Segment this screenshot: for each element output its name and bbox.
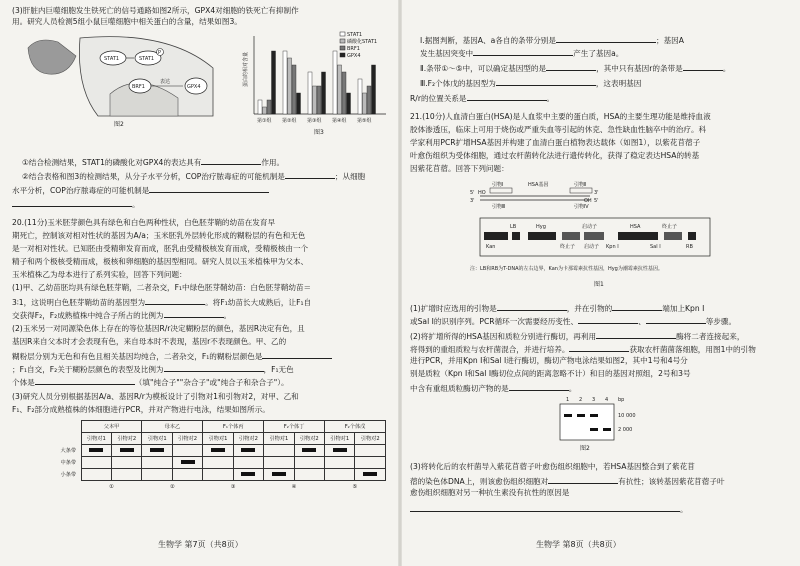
fig1-block-hsa [618, 232, 658, 240]
fig1-end-3a: 3' [594, 190, 599, 196]
q21-3-line4 [410, 503, 688, 515]
q21-2-line5 [410, 382, 576, 394]
gel-cell [203, 457, 233, 469]
q20-ii-text: Ⅱ.条带①～⑤中，可以确定基因型的是 [420, 64, 547, 73]
gel2-band-1 [564, 414, 572, 417]
fig1-primer4: 引物Ⅳ [574, 204, 589, 210]
q3-1-end: 作用。 [261, 158, 285, 167]
q20-iii-line1 [420, 77, 641, 89]
answer-blank-q21-2b[interactable] [569, 343, 629, 352]
fig1-primer2-box [570, 188, 592, 193]
gel2-band-3b [590, 428, 598, 431]
q21-3-end: 。 [680, 505, 688, 514]
gel-cell [355, 457, 386, 469]
gel-corner [56, 421, 81, 433]
bar-GPX4-第①组 [272, 51, 276, 114]
fig1-lb: LB [510, 224, 517, 230]
legend-gpx4: GPX4 [347, 53, 361, 59]
answer-blank-q20-2a[interactable] [262, 350, 332, 359]
answer-blank-q21-2c[interactable] [509, 382, 569, 391]
answer-blank-q21-3a[interactable] [548, 475, 618, 484]
q20-i-line2 [420, 47, 623, 59]
fig2-caption: 图2 [114, 121, 124, 128]
answer-blank-q20-2b[interactable] [164, 363, 264, 372]
gel-cell [294, 469, 324, 481]
fig1-block-lb [512, 232, 520, 240]
q3-2-cont [12, 184, 269, 196]
bar-STAT1-第⑤组 [358, 79, 362, 114]
q21-3-text2: 蓿的染色体DNA上，则该愈伤组织细胞对 [410, 477, 549, 486]
gel-band [241, 448, 255, 452]
gel-sub-1: 引物对1 [81, 433, 111, 445]
q20-1-line2 [12, 296, 311, 308]
q21-2-text6: 中含有重组质粒酶切产物的是 [410, 384, 509, 393]
answer-blank-q3-1[interactable] [201, 156, 261, 165]
gel2-lane-4: 4 [605, 397, 609, 403]
gel-band [363, 472, 377, 476]
gel-row-label-small: 小条带 [60, 472, 77, 478]
fig1-primer3: 引物Ⅲ [492, 204, 506, 210]
q20-2-line1: (2)玉米另一对同源染色体上存在的等位基因R/r决定糊粉层的颜色，基因R决定有色，且 [12, 324, 305, 333]
gel-row-large [56, 445, 386, 457]
fig3-bars [258, 51, 376, 114]
gel-band [211, 448, 225, 452]
gel-cell [81, 445, 111, 457]
q20-2-line3 [12, 350, 332, 362]
fig1-sal: Sal Ⅰ [650, 244, 661, 250]
gel-cell [233, 445, 263, 457]
fig1-terminator-bottom: 终止子 [560, 244, 576, 250]
q21-1-text2: 或Sal Ⅰ的识别序列。PCR循环一次需要经历变性、 [410, 317, 579, 326]
answer-blank-q20-1a[interactable] [145, 296, 205, 305]
gel-sub-7: 引物对1 [264, 433, 294, 445]
fig2-label-brf1: BRF1 [132, 84, 145, 90]
gel2-marker-10000: 10 000 [618, 413, 636, 419]
q3-2-mid: ；从细胞 [334, 172, 366, 181]
bar-GPX4-第③组 [322, 72, 326, 114]
fig1-block-term1 [562, 232, 580, 240]
q20-2-text5: ，F₁无色 [263, 365, 294, 374]
legend-swatch-gpx4 [340, 53, 345, 57]
fig3-tick-4: 第④组 [332, 118, 347, 124]
answer-blank-q3-2c[interactable] [12, 198, 132, 207]
q20-iii-end: 。 [546, 94, 555, 103]
gel-sub-10: 引物对2 [355, 433, 386, 445]
q21-line4: 叶愈伤组织为受体细胞，通过农杆菌转化法进行遗传转化，获得了稳定表达HSA的转基 [410, 151, 700, 160]
answer-blank-q21-3b[interactable] [410, 503, 680, 512]
fig2-label-gpx4: GPX4 [187, 84, 201, 90]
fig1-terminator-top: 终止子 [662, 224, 678, 230]
answer-blank-q20-i-a[interactable] [556, 34, 656, 43]
q21-2-end: 。 [568, 384, 577, 393]
figure-2-pathway [18, 28, 218, 128]
bar-磷酸化STAT1-第④组 [338, 65, 342, 114]
q21-line3: 学家利用PCR扩增HSA基因并构建了血清白蛋白植物表达载体（如图1），以紫花苜蓿子 [410, 138, 701, 147]
q20-line2: 期死亡，控制该对相对性状的基因为A/a；玉米胚乳外层转化形成的糊粉层的有色和无色 [12, 231, 306, 240]
gel-band [89, 448, 103, 452]
legend-brf1: BRF1 [347, 46, 360, 52]
gel2-lane-1: 1 [566, 397, 570, 403]
gel-sub-8: 引物对2 [294, 433, 324, 445]
q20-2-text4: ；F₁自交，F₂关于糊粉层颜色的表型及比例为 [12, 365, 164, 374]
q20-2-line4 [12, 363, 294, 375]
q20-1-mid: 。将F₁幼苗长大成熟后，让F₁自 [205, 298, 312, 307]
fig1-end-3b: 3' [470, 198, 475, 204]
fig2-label-stat1: STAT1 [104, 56, 120, 62]
gel-cell [355, 469, 386, 481]
bar-GPX4-第②组 [297, 93, 301, 114]
bar-磷酸化STAT1-第①组 [263, 107, 267, 114]
q20-2-text7: （填"纯合子""杂合子"或"纯合子和杂合子"）。 [134, 378, 289, 387]
q21-1-line2 [410, 315, 736, 327]
gel-lane-corner [56, 481, 81, 493]
fig3-tick-1: 第①组 [257, 118, 272, 124]
bar-GPX4-第⑤组 [372, 65, 376, 114]
gel2-lane-3: 3 [592, 397, 596, 403]
gel-cell [172, 469, 202, 481]
q20-ii-mid: ，其中只有基因r的条带是 [596, 64, 683, 73]
gel-band [181, 460, 195, 464]
fig2-label-stat1b: STAT1 [139, 56, 155, 62]
q21-3-line2 [410, 475, 725, 487]
gel2-frame [560, 404, 614, 440]
gel-result-table [56, 420, 386, 492]
gel-sub-6: 引物对2 [233, 433, 263, 445]
gel-sub-4: 引物对2 [172, 433, 202, 445]
gel-header-yi: 母本乙 [142, 421, 203, 433]
legend-swatch-brf1 [340, 46, 345, 50]
q20-ii-end: 。 [722, 64, 731, 73]
q21-1-sep: 、 [638, 317, 646, 326]
fig3-tick-3: 第③组 [307, 118, 322, 124]
figure-3-chart [236, 28, 391, 138]
gel-row-small [56, 469, 386, 481]
fig1-hsa-gene: HSA基因 [528, 182, 549, 188]
gel-lane-3: ③ [230, 483, 236, 490]
answer-blank-q21-1a[interactable] [497, 302, 567, 311]
q20-i-text: Ⅰ.据图判断，基因A、a各自的条带分别是 [420, 36, 556, 45]
gel-lane-1: ① [109, 483, 114, 490]
q21-1-mid2: 端加上Kpn Ⅰ [662, 304, 705, 313]
gel-header-row [56, 421, 386, 433]
bar-STAT1-第①组 [258, 100, 262, 114]
gel-cell [203, 469, 233, 481]
gel-row-label-mid: 中条带 [60, 460, 77, 466]
q21-line2: 胶体渗透压，临床上可用于烧伤或严重失血等引起的休克、急性缺血性脑卒中的治疗。科 [410, 125, 707, 134]
gel-cell [233, 457, 263, 469]
gel-sub-3: 引物对1 [142, 433, 172, 445]
q20-2-text3: 糊粉层分别为无色和有色且相关基因均纯合，二者杂交，F₁的糊粉层颜色是 [12, 352, 263, 361]
q3-2-cont2 [12, 198, 140, 210]
gel-band [333, 448, 347, 452]
fig1-primer1: 引物Ⅰ [492, 182, 504, 188]
fig3-caption: 图3 [314, 129, 324, 136]
bar-BRF1-第①组 [267, 100, 271, 114]
figure-2-gel [556, 394, 666, 454]
gel-header-jia: 父本甲 [81, 421, 142, 433]
q21-1-end: 等步骤。 [705, 317, 737, 326]
bar-STAT1-第③组 [308, 72, 312, 114]
gel-cell [294, 445, 324, 457]
q3-2-text: ②结合表格和图3的检测结果，从分子水平分析，COP治疗脓毒症的可能机制是 [22, 172, 285, 181]
answer-blank-q20-iii-a[interactable] [496, 77, 596, 86]
fig3-ylabel: 蛋白的相对含量 [243, 51, 249, 87]
fig1-promoter-top: 启动子 [582, 224, 598, 230]
gel-cell [264, 457, 294, 469]
legend-pstat1: 磷酸化STAT1 [347, 39, 378, 45]
q20-3-line1: (3)研究人员分别根据基因A/a、基因R/r为模板设计了引物对1和引物对2，对甲、乙和 [12, 392, 299, 401]
q20-1-line1: (1)甲、乙幼苗胚均具有绿色胚芽鞘，二者杂交，F₁中绿色胚芽鞘幼苗：白色胚芽鞘幼苗＝ [12, 283, 312, 292]
bar-STAT1-第④组 [333, 51, 337, 114]
fig2-label-express: 表达 [160, 79, 171, 85]
gel-cell [355, 445, 386, 457]
q21-line5: 因紫花苜蓿。回答下列问题： [410, 164, 509, 173]
gel-header-bing: F₁个体丙 [203, 421, 264, 433]
q21-1-mid: ，并在引物的 [566, 304, 613, 313]
gel-subheader-row [56, 433, 386, 445]
fig1-block-prom1 [584, 232, 604, 240]
fig2-label-p: P [158, 50, 162, 56]
page-7-footer: 生物学 第7页（共8页） [158, 540, 243, 549]
bar-BRF1-第④组 [342, 72, 346, 114]
q21-2-line1 [410, 330, 744, 342]
q3-intro-line1: (3)肝脏内巨噬细胞发生铁死亡的信号通路如图2所示，GPX4对细胞的铁死亡有抑制作 [12, 6, 299, 15]
gel-header-wu: F₂个体戊 [325, 421, 386, 433]
bar-磷酸化STAT1-第③组 [313, 86, 317, 114]
q20-line4: 精子和两个极核受精而成，极核和卵细胞的基因型相同。研究人员以玉米植株甲为父本、 [12, 257, 309, 266]
gel-cell [112, 445, 142, 457]
answer-blank-q20-ii-a[interactable] [546, 62, 596, 71]
fig1-note: 注：LB和RB为T-DNA的左右边界，Kan为卡那霉素抗性基因，Hyg为潮霉素抗性基因。 [470, 266, 663, 272]
gel-cell [142, 445, 172, 457]
gel-cell [81, 469, 111, 481]
fig1-caption: 图1 [594, 281, 604, 288]
gel-band [241, 472, 255, 476]
q3-2 [22, 170, 365, 182]
answer-blank-q21-1b[interactable] [612, 302, 662, 311]
q21-2-mid: 酶将二者连接起来， [676, 332, 745, 341]
gel-cell [112, 469, 142, 481]
gel-cell [142, 457, 172, 469]
q21-3-text3: 有抗性；该转基因紫花苜蓿子叶 [618, 477, 725, 486]
q20-1-line3 [12, 309, 231, 321]
gel2-unit: bp [618, 397, 625, 403]
fig1-block-term2 [664, 232, 682, 240]
fig3-tick-5: 第⑤组 [357, 118, 372, 124]
gel-sub-5: 引物对1 [203, 433, 233, 445]
q21-2-text2: 将得到的重组质粒与农杆菌混合，并进行培养。 [410, 345, 570, 354]
q20-iii-line2 [410, 92, 554, 104]
answer-blank-q3-2a[interactable] [285, 170, 335, 179]
fig1-promoter-bottom: 启动子 [584, 244, 600, 250]
q20-1-text2: 交获得F₂，F₂成熟植株中纯合子所占的比例为 [12, 311, 164, 320]
answer-blank-q3-2b[interactable] [149, 184, 269, 193]
q20-i-end: 产生了基因a。 [573, 49, 624, 58]
page-8-footer: 生物学 第8页（共8页） [536, 540, 621, 549]
gel-corner2 [56, 433, 81, 445]
answer-blank-q20-ii-b[interactable] [683, 62, 723, 71]
q20-line1: 20.(11分)玉米胚芽颜色具有绿色和白色两种性状，白色胚芽鞘的幼苗在发育早 [12, 218, 276, 227]
q20-iii-text2: R/r的位置关系是 [410, 94, 467, 103]
gel-row-label-large: 大条带 [60, 448, 77, 454]
q20-iii-text: Ⅲ.F₂个体戊的基因型为 [420, 79, 496, 88]
gel-cell [325, 457, 355, 469]
fig1-primer1-box [490, 188, 512, 193]
fig1-end-oh: OH [584, 198, 592, 204]
answer-blank-q21-1c[interactable] [578, 315, 638, 324]
gel2-band-4 [603, 428, 611, 431]
q21-3-line3: 愈伤组织细胞对另一种抗生素没有抗性的原因是 [410, 488, 570, 497]
fig1-hsa: HSA [630, 224, 641, 230]
q21-3-line1: (3)将转化后的农杆菌导入紫花苜蓿子叶愈伤组织细胞中，若HSA基因整合到了紫花苜 [410, 462, 695, 471]
q20-3-line2: F₁、F₂部分成熟植株的体细胞进行PCR，并对产物进行电泳，结果如图所示。 [12, 405, 270, 414]
gel2-caption: 图2 [580, 445, 590, 452]
gel-cell [203, 445, 233, 457]
q3-intro-line2: 用。研究人员检测5组小鼠巨噬细胞中相关蛋白的含量，结果如图3。 [12, 17, 242, 26]
q20-line5: 玉米植株乙为母本进行了系列实验，回答下列问题： [12, 270, 187, 279]
bar-磷酸化STAT1-第⑤组 [363, 93, 367, 114]
page-8 [406, 0, 796, 566]
q21-1-line1 [410, 302, 704, 314]
q20-i-mid: ；基因A [656, 36, 684, 45]
gel-cell [172, 457, 202, 469]
q20-iii-mid: ，这表明基因 [595, 79, 642, 88]
q20-ii-line [420, 62, 730, 74]
page-7 [8, 0, 394, 566]
page-fold [398, 0, 402, 566]
fig3-ticks [257, 117, 371, 124]
gel-lane-4: ④ [291, 483, 297, 490]
q20-1-end: 。 [223, 311, 232, 320]
gel-sub-9: 引物对1 [325, 433, 355, 445]
gel-band [150, 448, 164, 452]
gel-cell [112, 457, 142, 469]
fig1-end-5b: 5' [594, 198, 599, 204]
q20-2-text6: 个体是 [12, 378, 35, 387]
q20-2-line2: 基因R来自父本时才会表现有色，来自母本时不表现，基因r不表现颜色。甲、乙的 [12, 337, 287, 346]
gel-sub-2: 引物对2 [112, 433, 142, 445]
fig3-tick-2: 第②组 [282, 118, 297, 124]
fig1-block-kan [484, 232, 508, 240]
answer-blank-q20-i-b[interactable] [473, 47, 573, 56]
gel-header-ding: F₂个体丁 [264, 421, 325, 433]
gel-cell [325, 445, 355, 457]
q21-line1: 21.(10分)人血清白蛋白(HSA)是人血浆中主要的蛋白质，HSA的主要生理功能是维持血液 [410, 112, 711, 121]
bar-GPX4-第④组 [347, 93, 351, 114]
gel-cell [81, 457, 111, 469]
gel-band [302, 448, 316, 452]
q21-2-text3: 获取农杆菌菌落细胞，用图1中的引物 [629, 345, 756, 354]
gel-cell [325, 469, 355, 481]
q20-1-text: 3∶1，这说明白色胚芽鞘幼苗的基因型为 [12, 298, 146, 307]
q20-i-line1 [420, 34, 684, 46]
q21-2-text: (2)将扩增所得的HSA基因和质粒分别进行酶切，再利用 [410, 332, 597, 341]
bar-磷酸化STAT1-第②组 [288, 58, 292, 114]
q20-line3: 是一对相对性状。已知胚由受精卵发育而成，胚乳由受精极核发育而成，受精极核由一个 [12, 244, 309, 253]
gel-band [120, 448, 134, 452]
q21-2-line4: 别是质粒（Kpn Ⅰ和Sal Ⅰ酶切位点间的距离忽略不计）和目的基因对照组，2号和3号 [410, 369, 691, 378]
q3-2-text2: 水平分析，COP治疗脓毒症的可能机制是 [12, 186, 150, 195]
q21-2-line2 [410, 343, 756, 355]
fig1-primer2: 引物Ⅱ [574, 182, 587, 188]
q20-i-text2: 发生基因突变中 [420, 49, 474, 58]
gel2-band-2a [577, 414, 585, 417]
q21-1-text: (1)扩增时应选用的引物是 [410, 304, 497, 313]
answer-blank-q20-1b[interactable] [164, 309, 224, 318]
gel2-marker-2000: 2 000 [618, 427, 633, 433]
liver-shape [28, 40, 76, 74]
gel-cell [264, 445, 294, 457]
gel2-band-3a [590, 414, 598, 417]
fig1-kan: Kan [486, 244, 496, 250]
gel-cell [233, 469, 263, 481]
q21-2-line3: 进行PCR，并用Kpn Ⅰ和Sal Ⅰ进行酶切，酶切产物电泳结果如图2，其中1号和4号分 [410, 356, 688, 365]
fig1-end-ho: HO [478, 190, 486, 196]
legend-stat1: STAT1 [347, 32, 363, 38]
legend-swatch-stat1 [340, 32, 345, 36]
figure-1-vector [466, 176, 736, 296]
bar-STAT1-第②组 [283, 51, 287, 114]
q20-2-line5 [12, 376, 289, 388]
gel-cell [294, 457, 324, 469]
fig1-rb: RB [686, 244, 693, 250]
fig1-hyg: Hyg [536, 224, 546, 230]
bar-BRF1-第②组 [292, 65, 296, 114]
q3-1 [22, 156, 284, 168]
gel2-lane-2: 2 [579, 397, 583, 403]
bar-BRF1-第⑤组 [367, 86, 371, 114]
q3-1-text: ①结合检测结果，STAT1的磷酸化对GPX4的表达具有 [22, 158, 202, 167]
fig1-block-hyg [528, 232, 556, 240]
gel-lane-5: ⑤ [352, 483, 358, 490]
fig1-end-5a: 5' [470, 190, 475, 196]
gel-band [272, 472, 286, 476]
gel-cell [264, 469, 294, 481]
fig1-kpn: Kpn Ⅰ [606, 244, 619, 250]
q3-2-end: 。 [132, 200, 140, 209]
answer-blank-q21-2a[interactable] [596, 330, 676, 339]
bar-BRF1-第③组 [317, 86, 321, 114]
gel-lane-row [56, 481, 386, 493]
answer-blank-q21-1d[interactable] [646, 315, 706, 324]
gel-cell [172, 445, 202, 457]
gel-row-mid [56, 457, 386, 469]
fig1-block-rb [688, 232, 696, 240]
answer-blank-q20-2c[interactable] [35, 376, 135, 385]
answer-blank-q20-iii-b[interactable] [467, 92, 547, 101]
legend-swatch-pstat1 [340, 39, 345, 43]
gel-cell [142, 469, 172, 481]
gel-lane-2: ② [170, 483, 175, 490]
